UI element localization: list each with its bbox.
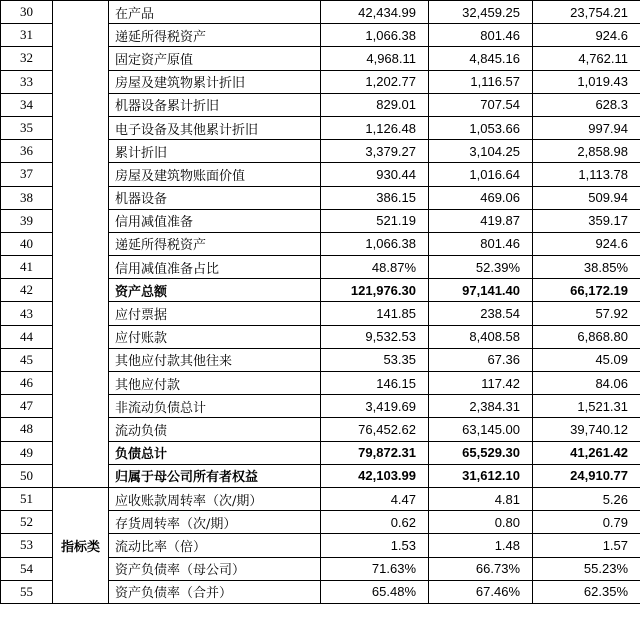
row-number: 47: [1, 395, 53, 418]
item-name: 房屋及建筑物账面价值: [109, 163, 321, 186]
value-col-3: 24,910.77: [533, 464, 640, 487]
row-number: 42: [1, 279, 53, 302]
value-col-3: 84.06: [533, 372, 640, 395]
row-number: 36: [1, 140, 53, 163]
value-col-2: 8,408.58: [429, 325, 533, 348]
value-col-2: 4,845.16: [429, 47, 533, 70]
item-name: 信用减值准备占比: [109, 256, 321, 279]
item-name: 固定资产原值: [109, 47, 321, 70]
value-col-3: 5.26: [533, 487, 640, 510]
item-name: 资产负债率（母公司）: [109, 557, 321, 580]
row-number: 48: [1, 418, 53, 441]
item-name: 流动负债: [109, 418, 321, 441]
value-col-1: 65.48%: [321, 580, 429, 603]
value-col-1: 121,976.30: [321, 279, 429, 302]
item-name: 机器设备累计折旧: [109, 93, 321, 116]
value-col-1: 0.62: [321, 511, 429, 534]
value-col-2: 419.87: [429, 209, 533, 232]
value-col-1: 1,066.38: [321, 232, 429, 255]
item-name: 其他应付款: [109, 372, 321, 395]
value-col-3: 628.3: [533, 93, 640, 116]
row-number: 33: [1, 70, 53, 93]
row-number: 35: [1, 116, 53, 139]
value-col-3: 1,521.31: [533, 395, 640, 418]
value-col-2: 67.36: [429, 348, 533, 371]
value-col-3: 0.79: [533, 511, 640, 534]
row-number: 44: [1, 325, 53, 348]
value-col-2: 63,145.00: [429, 418, 533, 441]
value-col-1: 9,532.53: [321, 325, 429, 348]
value-col-3: 41,261.42: [533, 441, 640, 464]
value-col-1: 1.53: [321, 534, 429, 557]
value-col-3: 39,740.12: [533, 418, 640, 441]
value-col-1: 4.47: [321, 487, 429, 510]
row-number: 51: [1, 487, 53, 510]
item-name: 非流动负债总计: [109, 395, 321, 418]
value-col-3: 23,754.21: [533, 1, 640, 24]
value-col-1: 79,872.31: [321, 441, 429, 464]
value-col-2: 32,459.25: [429, 1, 533, 24]
value-col-3: 45.09: [533, 348, 640, 371]
value-col-2: 1,053.66: [429, 116, 533, 139]
row-number: 52: [1, 511, 53, 534]
item-name: 流动比率（倍）: [109, 534, 321, 557]
value-col-2: 97,141.40: [429, 279, 533, 302]
item-name: 归属于母公司所有者权益: [109, 464, 321, 487]
value-col-2: 2,384.31: [429, 395, 533, 418]
row-number: 37: [1, 163, 53, 186]
value-col-2: 1,116.57: [429, 70, 533, 93]
value-col-2: 707.54: [429, 93, 533, 116]
item-name: 累计折旧: [109, 140, 321, 163]
value-col-3: 1,019.43: [533, 70, 640, 93]
item-name: 房屋及建筑物累计折旧: [109, 70, 321, 93]
value-col-3: 66,172.19: [533, 279, 640, 302]
row-number: 34: [1, 93, 53, 116]
value-col-3: 38.85%: [533, 256, 640, 279]
value-col-3: 1,113.78: [533, 163, 640, 186]
item-name: 机器设备: [109, 186, 321, 209]
row-number: 38: [1, 186, 53, 209]
item-name: 负债总计: [109, 441, 321, 464]
row-number: 31: [1, 24, 53, 47]
row-number: 41: [1, 256, 53, 279]
category-cell-indicators: 指标类: [53, 487, 109, 603]
item-name: 应付票据: [109, 302, 321, 325]
row-number: 45: [1, 348, 53, 371]
category-cell-financial: [53, 1, 109, 488]
value-col-2: 66.73%: [429, 557, 533, 580]
value-col-3: 1.57: [533, 534, 640, 557]
value-col-3: 924.6: [533, 232, 640, 255]
value-col-2: 0.80: [429, 511, 533, 534]
value-col-2: 801.46: [429, 24, 533, 47]
value-col-2: 67.46%: [429, 580, 533, 603]
value-col-3: 62.35%: [533, 580, 640, 603]
item-name: 资产负债率（合并）: [109, 580, 321, 603]
row-number: 55: [1, 580, 53, 603]
value-col-1: 930.44: [321, 163, 429, 186]
item-name: 资产总额: [109, 279, 321, 302]
row-number: 54: [1, 557, 53, 580]
item-name: 其他应付款其他往来: [109, 348, 321, 371]
value-col-3: 57.92: [533, 302, 640, 325]
value-col-1: 71.63%: [321, 557, 429, 580]
value-col-1: 1,066.38: [321, 24, 429, 47]
value-col-1: 146.15: [321, 372, 429, 395]
value-col-2: 238.54: [429, 302, 533, 325]
value-col-3: 2,858.98: [533, 140, 640, 163]
value-col-3: 4,762.11: [533, 47, 640, 70]
value-col-3: 6,868.80: [533, 325, 640, 348]
table-row: [1, 1, 640, 24]
value-col-3: 359.17: [533, 209, 640, 232]
value-col-2: 4.81: [429, 487, 533, 510]
value-col-3: 55.23%: [533, 557, 640, 580]
value-col-1: 76,452.62: [321, 418, 429, 441]
value-col-1: 42,103.99: [321, 464, 429, 487]
value-col-2: 52.39%: [429, 256, 533, 279]
value-col-1: 3,419.69: [321, 395, 429, 418]
row-number: 32: [1, 47, 53, 70]
value-col-1: 1,202.77: [321, 70, 429, 93]
row-number: 53: [1, 534, 53, 557]
value-col-2: 31,612.10: [429, 464, 533, 487]
item-name: 递延所得税资产: [109, 24, 321, 47]
row-number: 39: [1, 209, 53, 232]
value-col-1: 386.15: [321, 186, 429, 209]
value-col-2: 1.48: [429, 534, 533, 557]
item-name: 电子设备及其他累计折旧: [109, 116, 321, 139]
row-number: 30: [1, 1, 53, 24]
value-col-3: 509.94: [533, 186, 640, 209]
value-col-1: 141.85: [321, 302, 429, 325]
item-name: 信用减值准备: [109, 209, 321, 232]
row-number: 43: [1, 302, 53, 325]
row-number: 46: [1, 372, 53, 395]
value-col-3: 924.6: [533, 24, 640, 47]
item-name: 递延所得税资产: [109, 232, 321, 255]
item-name: 在产品: [109, 1, 321, 24]
value-col-1: 42,434.99: [321, 1, 429, 24]
value-col-3: 997.94: [533, 116, 640, 139]
value-col-1: 53.35: [321, 348, 429, 371]
value-col-2: 3,104.25: [429, 140, 533, 163]
item-name: 应收账款周转率（次/期）: [109, 487, 321, 510]
value-col-1: 4,968.11: [321, 47, 429, 70]
value-col-2: 1,016.64: [429, 163, 533, 186]
value-col-1: 521.19: [321, 209, 429, 232]
value-col-1: 1,126.48: [321, 116, 429, 139]
row-number: 49: [1, 441, 53, 464]
item-name: 存货周转率（次/期）: [109, 511, 321, 534]
row-number: 40: [1, 232, 53, 255]
value-col-2: 469.06: [429, 186, 533, 209]
value-col-1: 48.87%: [321, 256, 429, 279]
value-col-1: 3,379.27: [321, 140, 429, 163]
value-col-2: 65,529.30: [429, 441, 533, 464]
row-number: 50: [1, 464, 53, 487]
table-body: [1, 1, 640, 604]
value-col-2: 801.46: [429, 232, 533, 255]
value-col-1: 829.01: [321, 93, 429, 116]
item-name: 应付账款: [109, 325, 321, 348]
value-col-2: 117.42: [429, 372, 533, 395]
table-row: [1, 487, 640, 510]
